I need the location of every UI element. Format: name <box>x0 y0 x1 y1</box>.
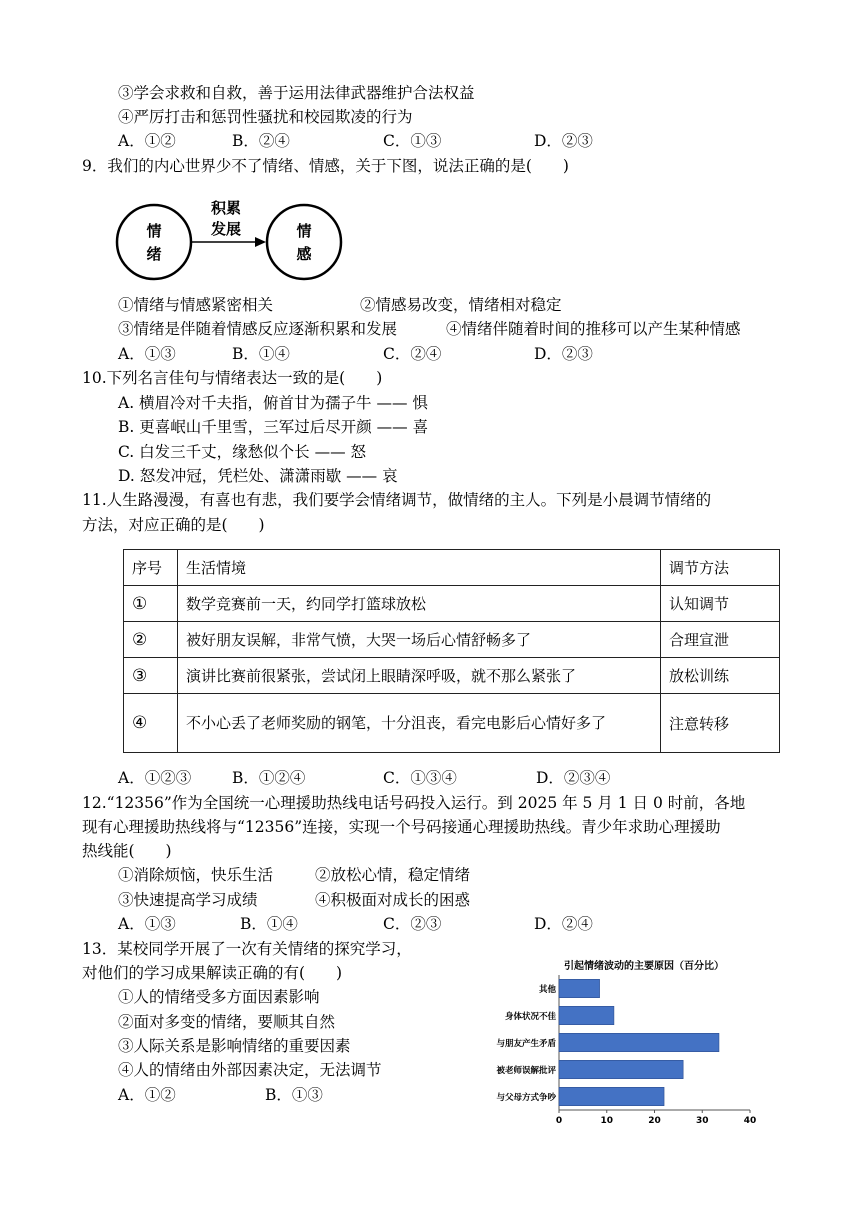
table-row <box>124 622 780 658</box>
q10-option-b: B. 更喜岷山千里雪，三军过后尽开颜 —— 喜 <box>118 418 429 436</box>
table-cell: 放松训练 <box>661 658 780 694</box>
chart-category-label: 与朋友产生矛盾 <box>496 1039 556 1049</box>
q11-option-c: C．①③④ <box>383 769 457 787</box>
chart-tick-label: 10 <box>600 1116 614 1126</box>
feeling-circle <box>267 205 341 279</box>
emotion-circle <box>117 205 191 279</box>
q9-item-4: ④情绪伴随着时间的推移可以产生某种情感 <box>446 320 741 338</box>
q11-option-d: D．②③④ <box>536 769 611 787</box>
table-header-row <box>124 550 780 586</box>
chart-tick-label: 30 <box>695 1116 709 1126</box>
emotion-causes-bar-chart <box>468 955 768 1135</box>
table-row <box>124 658 780 694</box>
q8-option-c: C．①③ <box>383 132 442 150</box>
q12-stem-line-3: 热线能( ) <box>82 842 172 860</box>
table-row <box>124 694 780 753</box>
q11-option-b: B．①②④ <box>232 769 306 787</box>
q9-item-2: ②情感易改变，情绪相对稳定 <box>360 296 562 314</box>
q13-stem-line-1: 13．某校同学开展了一次有关情绪的探究学习， <box>82 940 412 958</box>
q12-stem-line-2: 现有心理援助热线将与“12356”连接，实现一个号码接通心理援助热线。青少年求助心理援助 <box>82 818 721 836</box>
q9-item-3: ③情绪是伴随着情感反应逐渐积累和发展 <box>118 320 398 338</box>
chart-category-label: 身体状况不佳 <box>504 1012 556 1022</box>
q12-item-2: ②放松心情，稳定情绪 <box>315 866 471 884</box>
table-cell: ② <box>124 622 178 658</box>
q9-option-a: A．①③ <box>118 345 176 363</box>
q10-option-a: A. 横眉冷对千夫指，俯首甘为孺子牛 —— 惧 <box>118 394 428 412</box>
arrow-label-1: 积累 <box>210 199 242 217</box>
arrow-head <box>255 237 266 247</box>
q12-option-b: B．①④ <box>240 915 298 933</box>
q13-item-3: ③人际关系是影响情绪的重要因素 <box>118 1037 351 1055</box>
q9-option-b: B．①④ <box>232 345 290 363</box>
table-cell: ① <box>124 586 178 622</box>
chart-bar <box>559 1060 683 1078</box>
q10-option-d: D. 怒发冲冠，凭栏处、潇潇雨歇 —— 哀 <box>118 467 398 485</box>
q12-option-a: A．①③ <box>118 915 176 933</box>
q8-item-4: ④严厉打击和惩罚性骚扰和校园欺凌的行为 <box>118 108 413 126</box>
q8-option-b: B．②④ <box>232 132 290 150</box>
chart-bar <box>559 1006 614 1024</box>
q12-item-1: ①消除烦恼，快乐生活 <box>118 866 274 884</box>
q13-item-2: ②面对多变的情绪，要顺其自然 <box>118 1013 336 1031</box>
q9-option-d: D．②③ <box>534 345 593 363</box>
q9-stem: 9．我们的内心世界少不了情绪、情感，关于下图，说法正确的是( ) <box>82 157 569 175</box>
table-cell: ④ <box>124 694 178 753</box>
q12-item-3: ③快速提高学习成绩 <box>118 891 258 909</box>
q13-option-b: B．①③ <box>265 1086 323 1104</box>
chart-category-label: 其他 <box>538 985 556 995</box>
chart-tick-label: 0 <box>555 1116 563 1126</box>
table-cell: 被好朋友误解，非常气愤，大哭一场后心情舒畅多了 <box>178 622 661 658</box>
q8-option-a: A．①② <box>118 132 176 150</box>
table-cell: ③ <box>124 658 178 694</box>
q10-stem: 10.下列名言佳句与情绪表达一致的是( ) <box>82 369 383 387</box>
q10-option-c: C. 白发三千丈，缘愁似个长 —— 怒 <box>118 443 367 461</box>
q13-stem-line-2: 对他们的学习成果解读正确的有( ) <box>82 964 343 982</box>
table-cell: 合理宣泄 <box>661 622 780 658</box>
q12-option-c: C．②③ <box>383 915 442 933</box>
chart-category-label: 被老师误解批评 <box>496 1066 556 1076</box>
chart-title: 引起情绪波动的主要原因（百分比） <box>564 961 724 972</box>
q13-item-1: ①人的情绪受多方面因素影响 <box>118 988 320 1006</box>
chart-tick-label: 20 <box>648 1116 661 1126</box>
chart-bar <box>559 979 600 997</box>
table-cell: 认知调节 <box>661 586 780 622</box>
table-cell: 不小心丢了老师奖励的钢笔，十分沮丧，看完电影后心情好多了 <box>178 694 661 753</box>
q8-item-3: ③学会求救和自救，善于运用法律武器维护合法权益 <box>118 84 475 102</box>
chart-bar <box>559 1087 664 1105</box>
table-row <box>124 586 780 622</box>
q11-stem-line-2: 方法，对应正确的是( ) <box>82 516 265 534</box>
q11-option-a: A．①②③ <box>118 769 192 787</box>
left-label-1: 情 <box>146 222 162 240</box>
table-cell: 演讲比赛前很紧张，尝试闭上眼睛深呼吸，就不那么紧张了 <box>178 658 661 694</box>
table-header-cell: 调节方法 <box>661 550 780 586</box>
left-label-2: 绪 <box>146 245 162 263</box>
chart-tick-label: 40 <box>743 1116 757 1126</box>
arrow-label-2: 发展 <box>210 220 242 238</box>
q12-item-4: ④积极面对成长的困惑 <box>315 891 471 909</box>
right-label-1: 情 <box>296 222 312 240</box>
q11-stem-line-1: 11.人生路漫漫，有喜也有悲，我们要学会情绪调节，做情绪的主人。下列是小晨调节情绪的 <box>82 491 712 509</box>
chart-category-label: 与父母方式争吵 <box>496 1093 556 1103</box>
table-header-cell: 序号 <box>124 550 178 586</box>
chart-bar <box>559 1033 719 1051</box>
table-cell: 注意转移 <box>661 694 780 753</box>
q9-option-c: C．②④ <box>383 345 442 363</box>
q13-option-a: A．①② <box>118 1086 176 1104</box>
q8-option-d: D．②③ <box>534 132 593 150</box>
table-cell: 数学竞赛前一天，约同学打篮球放松 <box>178 586 661 622</box>
table-header-cell: 生活情境 <box>178 550 661 586</box>
q12-stem-line-1: 12.“12356”作为全国统一心理援助热线电话号码投入运行。到 2025 年 5 月 1 日 0 时前，各地 <box>82 794 746 812</box>
q12-option-d: D．②④ <box>534 915 593 933</box>
emotion-regulation-table <box>123 549 780 753</box>
q9-item-1: ①情绪与情感紧密相关 <box>118 296 274 314</box>
emotion-feeling-diagram <box>113 193 353 288</box>
right-label-2: 感 <box>296 245 312 263</box>
q13-item-4: ④人的情绪由外部因素决定，无法调节 <box>118 1061 382 1079</box>
